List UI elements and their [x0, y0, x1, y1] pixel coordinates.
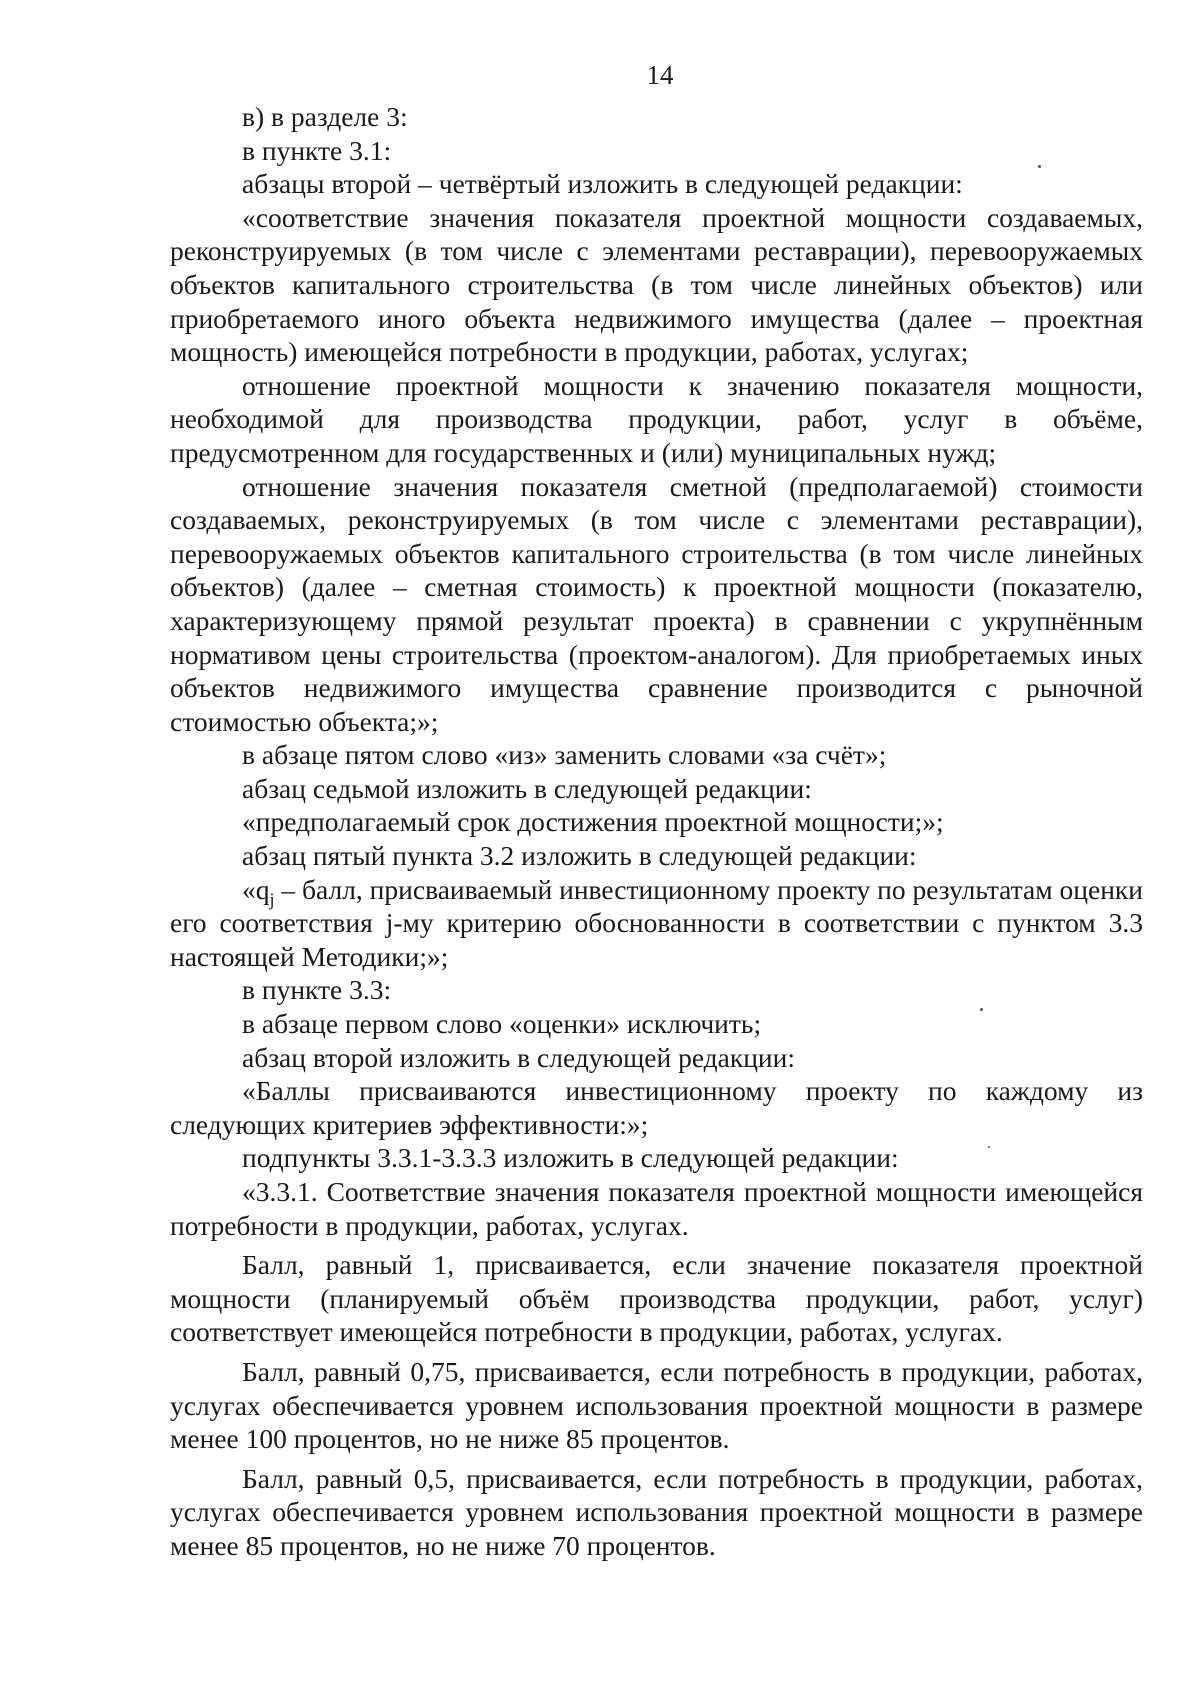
scan-speck: [988, 1146, 990, 1148]
paragraph: абзацы второй – четвёртый изложить в следующей редакции:: [242, 168, 963, 200]
paragraph: подпункты 3.3.1-3.3.3 изложить в следующей редакции:: [242, 1142, 899, 1174]
formula-subscript: j: [269, 889, 275, 910]
paragraph: «соответствие значения показателя проектной мощности создаваемых, реконструируемых (в том числе с элементами реставрации), перевооружаемых объектов капитального строительства (в том числе линейных объектов) или приобретаемого иного объекта недвижимого имущества (далее – проектная мощность) имеющейся потребности в продукции, работах, услугах;: [170, 201, 1143, 368]
paragraph: отношение значения показателя сметной (предполагаемой) стоимости создаваемых, реконструируемых (в том числе с элементами реставрации), перевооружаемых объектов капитального строительства (в том числе линейных объектов) (далее – сметная стоимость) к проектной мощности (показателю, характеризующему прямой результат проекта) в сравнении с укрупнённым нормативом цены строительства (проектом-аналогом). Для приобретаемых иных объектов недвижимого имущества сравнение производится с рыночной стоимостью объекта;»;: [170, 470, 1143, 737]
paragraph: в абзаце пятом слово «из» заменить словами «за счёт»;: [242, 739, 887, 771]
paragraph: в пункте 3.3:: [242, 974, 392, 1006]
formula-description: – балл, присваиваемый инвестиционному проекту по результатам оценки его соответствия j-му критерию обоснованности в соответствии с пунктом 3.3 настоящей Методики;»;: [170, 873, 1143, 972]
paragraph: Балл, равный 0,5, присваивается, если потребность в продукции, работах, услугах обеспечивается уровнем использования проектной мощности в размере менее 85 процентов, но не ниже 70 процентов.: [170, 1462, 1143, 1561]
paragraph: отношение проектной мощности к значению показателя мощности, необходимой для производства продукции, работ, услуг в объёме, предусмотренном для государственных и (или) муниципальных нужд;: [170, 369, 1143, 468]
page-number: 14: [646, 60, 674, 90]
paragraph: в) в разделе 3:: [242, 101, 408, 132]
scan-speck: [1038, 165, 1041, 168]
paragraph: абзац второй изложить в следующей редакции:: [242, 1041, 796, 1073]
formula-symbol: «q: [242, 873, 270, 905]
paragraph: абзац пятый пункта 3.2 изложить в следующей редакции:: [242, 840, 917, 872]
document-body: [170, 100, 1143, 1563]
paragraph: Балл, равный 1, присваивается, если значение показателя проектной мощности (планируемый объём производства продукции, работ, услуг) соответствует имеющейся потребности в продукции, работах, услугах.: [170, 1249, 1143, 1348]
paragraph-formula: [170, 873, 1143, 974]
paragraph: абзац седьмой изложить в следующей редакции:: [242, 772, 812, 804]
scan-speck: [980, 1008, 983, 1011]
paragraph: «3.3.1. Соответствие значения показателя проектной мощности имеющейся потребности в продукции, работах, услугах.: [170, 1176, 1143, 1241]
paragraph: «Баллы присваиваются инвестиционному проекту по каждому из следующих критериев эффективности:»;: [170, 1075, 1143, 1140]
paragraph: Балл, равный 0,75, присваивается, если потребность в продукции, работах, услугах обеспечивается уровнем использования проектной мощности в размере менее 100 процентов, но не ниже 85 процентов.: [170, 1355, 1143, 1455]
paragraph: «предполагаемый срок достижения проектной мощности;»;: [242, 806, 944, 838]
paragraph: в абзаце первом слово «оценки» исключить;: [242, 1008, 762, 1040]
paragraph: в пункте 3.1:: [242, 134, 392, 166]
